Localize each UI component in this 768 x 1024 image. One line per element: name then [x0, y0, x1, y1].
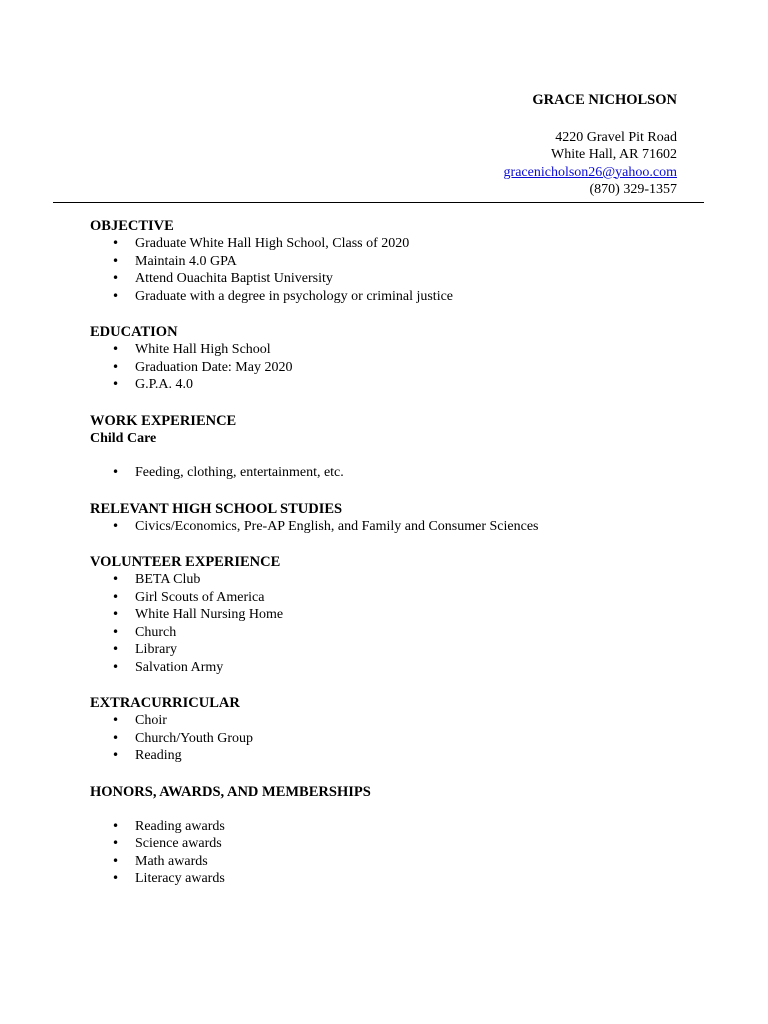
- section-extracurricular: [90, 694, 710, 765]
- applicant-name: GRACE NICHOLSON: [532, 92, 677, 108]
- section-title: OBJECTIVE: [90, 218, 174, 234]
- section-title: EDUCATION: [90, 324, 178, 340]
- address-line-2: White Hall, AR 71602: [551, 147, 677, 162]
- education-list: [90, 341, 710, 394]
- list-item: • Library: [90, 641, 710, 659]
- section-title: WORK EXPERIENCE: [90, 412, 237, 429]
- work-list: [90, 464, 710, 482]
- list-item: • Attend Ouachita Baptist University: [90, 270, 710, 288]
- list-item: • Math awards: [90, 853, 710, 871]
- list-item: • Girl Scouts of America: [90, 589, 710, 607]
- list-item: • Graduate with a degree in psychology or criminal justice: [90, 288, 710, 306]
- section-work-experience: [90, 412, 710, 482]
- resume-body: [90, 217, 710, 906]
- section-title: VOLUNTEER EXPERIENCE: [90, 554, 281, 570]
- address-line-1: 4220 Gravel Pit Road: [555, 129, 677, 145]
- phone-number: (870) 329-1357: [589, 182, 677, 197]
- section-objective: [90, 217, 710, 305]
- list-item: • White Hall High School: [90, 341, 710, 359]
- section-honors: [90, 783, 710, 888]
- objective-list: [90, 235, 710, 305]
- section-title: RELEVANT HIGH SCHOOL STUDIES: [90, 500, 343, 517]
- list-item: • Graduate White Hall High School, Class of 2020: [90, 235, 710, 253]
- section-title: EXTRACURRICULAR: [90, 695, 240, 711]
- list-item: • Church/Youth Group: [90, 730, 710, 748]
- list-item: • Maintain 4.0 GPA: [90, 253, 710, 271]
- list-item: • BETA Club: [90, 571, 710, 589]
- list-item: • White Hall Nursing Home: [90, 606, 710, 624]
- list-item: • Church: [90, 624, 710, 642]
- list-item: • Civics/Economics, Pre-AP English, and Family and Consumer Sciences: [90, 518, 710, 536]
- list-item: • Feeding, clothing, entertainment, etc.: [90, 464, 710, 482]
- extracurricular-list: [90, 712, 710, 765]
- section-volunteer-experience: [90, 553, 710, 676]
- job-title: Child Care: [90, 430, 157, 446]
- section-relevant-studies: [90, 500, 710, 536]
- section-title: HONORS, AWARDS, AND MEMBERSHIPS: [90, 783, 371, 800]
- list-item: • Choir: [90, 712, 710, 730]
- list-item: • G.P.A. 4.0: [90, 376, 710, 394]
- list-item: • Reading awards: [90, 818, 710, 836]
- honors-list: [90, 818, 710, 888]
- contact-header: [504, 92, 677, 199]
- volunteer-list: [90, 571, 710, 676]
- list-item: • Literacy awards: [90, 870, 710, 888]
- header-divider: [53, 202, 704, 203]
- list-item: • Graduation Date: May 2020: [90, 359, 710, 377]
- list-item: • Salvation Army: [90, 659, 710, 677]
- list-item: • Science awards: [90, 835, 710, 853]
- studies-list: [90, 518, 710, 536]
- list-item: • Reading: [90, 747, 710, 765]
- section-education: [90, 323, 710, 394]
- email-link[interactable]: gracenicholson26@yahoo.com: [503, 164, 677, 180]
